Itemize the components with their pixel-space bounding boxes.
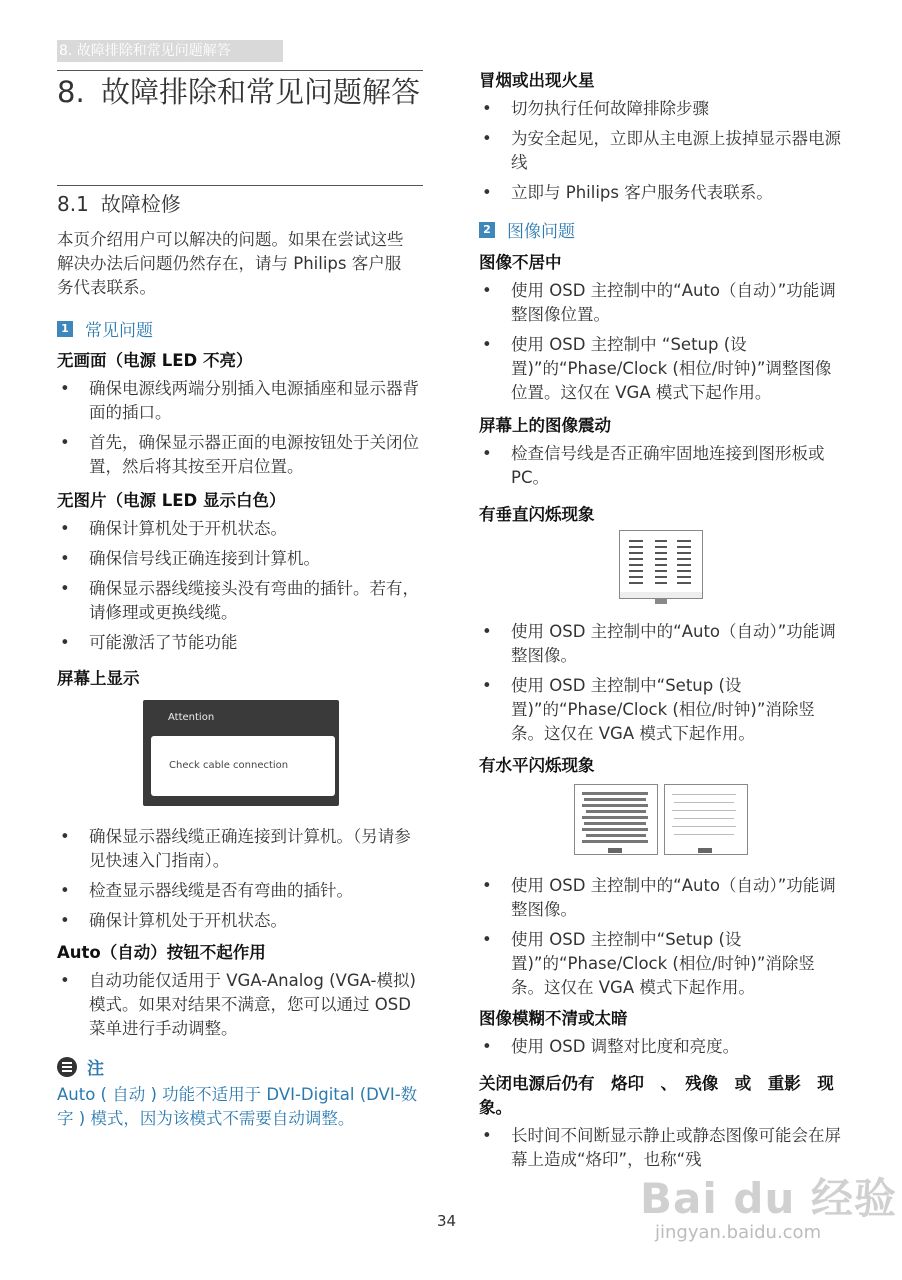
note-block [57, 1054, 423, 1131]
running-header: 8. 故障排除和常见问题解答 [57, 40, 283, 62]
list-item: • 立即与 Philips 客户服务代表联系。 [479, 181, 847, 205]
horizontal-flicker-illustration [574, 784, 750, 860]
list-item: • 使用 OSD 调整对比度和亮度。 [479, 1035, 847, 1059]
common-problems-title: 常见问题 [85, 321, 153, 341]
list-item: • 确保显示器线缆正确连接到计算机。（另请参见快速入门指南）。 [57, 825, 423, 873]
chapter-title-text: 故障排除和常见问题解答 [101, 75, 421, 109]
list-item: • 使用 OSD 主控制中“Setup (设置)”的“Phase/Clock (相位/时钟)”消除竖条。这仅在 VGA 模式下起作用。 [479, 928, 847, 1000]
intro-paragraph: 本页介绍用户可以解决的问题。如果在尝试这些解决办法后问题仍然存在，请与 Philips 客户服务代表联系。 [57, 230, 404, 297]
image-issues-heading [479, 217, 575, 242]
chapter-number: 8. [57, 75, 85, 109]
hflicker-list [479, 874, 847, 1006]
common-problems-heading [57, 316, 153, 341]
screen-shows-list [57, 825, 423, 939]
watermark-url: jingyan.baidu.com [655, 1222, 822, 1243]
blurry-title: 图像模糊不清或太暗 [479, 1009, 628, 1028]
list-item: • 为安全起见，立即从主电源上拔掉显示器电源线 [479, 127, 847, 175]
chapter-rule [57, 70, 423, 71]
screen-shows-title: 屏幕上显示 [57, 669, 140, 688]
badge-2: 2 [479, 222, 495, 238]
osd-message-box [151, 736, 335, 796]
no-picture-title: 无图片（电源 LED 显示白色） [57, 491, 286, 510]
osd-title: Attention [168, 712, 215, 723]
list-item: • 确保显示器线缆接头没有弯曲的插针。若有，请修理或更换线缆。 [57, 577, 423, 625]
list-item: • 使用 OSD 主控制中“Setup (设置)”的“Phase/Clock (相位/时钟)”消除竖条。这仅在 VGA 模式下起作用。 [479, 674, 847, 746]
not-centered-title: 图像不居中 [479, 253, 562, 272]
vflicker-title: 有垂直闪烁现象 [479, 505, 595, 524]
section-title [57, 188, 181, 217]
osd-attention-dialog [143, 700, 339, 806]
list-item: • 检查信号线是否正确牢固地连接到图形板或 PC。 [479, 442, 847, 490]
watermark-logo: Bai du 经验 [640, 1174, 897, 1223]
list-item: • 使用 OSD 主控制中 “Setup (设置)”的“Phase/Clock (相位/时钟)”调整图像位置。这仅在 VGA 模式下起作用。 [479, 333, 847, 405]
list-item: • 确保电源线两端分别插入电源插座和显示器背面的插口。 [57, 377, 423, 425]
no-picture-block [57, 489, 423, 661]
auto-button-block [57, 941, 423, 1047]
list-item: • 自动功能仅适用于 VGA-Analog (VGA-模拟) 模式。如果对结果不满意，您可以通过 OSD 菜单进行手动调整。 [57, 969, 423, 1041]
badge-1: 1 [57, 321, 73, 337]
no-power-block [57, 349, 423, 485]
list-item: • 首先，确保显示器正面的电源按钮处于关闭位置，然后将其按至开启位置。 [57, 431, 423, 479]
list-item: • 检查显示器线缆是否有弯曲的插针。 [57, 879, 423, 903]
no-power-title: 无画面（电源 LED 不亮） [57, 351, 253, 370]
list-item: • 使用 OSD 主控制中的“Auto（自动）”功能调整图像位置。 [479, 279, 847, 327]
list-item: • 使用 OSD 主控制中的“Auto（自动）”功能调整图像。 [479, 874, 847, 922]
vibrate-block [479, 414, 847, 496]
section-rule [57, 185, 423, 186]
note-heading [57, 1054, 423, 1079]
note-text: Auto ( 自动 ) 功能不适用于 DVI-Digital (DVI-数字 ) 模式，因为该模式不需要自动调整。 [57, 1085, 418, 1128]
section-number: 8.1 [57, 192, 89, 216]
image-issues-title: 图像问题 [507, 222, 575, 242]
list-item: • 切勿执行任何故障排除步骤 [479, 97, 847, 121]
list-item: • 确保计算机处于开机状态。 [57, 517, 423, 541]
note-label: 注 [87, 1059, 104, 1079]
list-item: • 可能激活了节能功能 [57, 631, 423, 655]
smoke-block [479, 69, 847, 211]
vflicker-list [479, 620, 847, 752]
section-title-text: 故障检修 [100, 192, 181, 216]
burnin-title: 关闭电源后仍有 烙印 、 残像 或 重影 现象。 [479, 1074, 834, 1117]
auto-button-title: Auto（自动）按钮不起作用 [57, 943, 266, 962]
blurry-block [479, 1007, 847, 1065]
list-item: • 长时间不间断显示静止或静态图像可能会在屏幕上造成“烙印”，也称“残 [479, 1124, 847, 1172]
osd-message: Check cable connection [169, 760, 289, 771]
list-item: • 确保计算机处于开机状态。 [57, 909, 423, 933]
burnin-block [479, 1072, 847, 1178]
smoke-title: 冒烟或出现火星 [479, 71, 595, 90]
page-number: 34 [437, 1212, 457, 1230]
not-centered-block [479, 251, 847, 411]
hflicker-title: 有水平闪烁现象 [479, 756, 595, 775]
list-item: • 确保信号线正确连接到计算机。 [57, 547, 423, 571]
chapter-title [57, 74, 427, 110]
vertical-flicker-illustration [619, 530, 703, 606]
vibrate-title: 屏幕上的图像震动 [479, 416, 611, 435]
list-item: • 使用 OSD 主控制中的“Auto（自动）”功能调整图像。 [479, 620, 847, 668]
note-icon [57, 1057, 77, 1077]
